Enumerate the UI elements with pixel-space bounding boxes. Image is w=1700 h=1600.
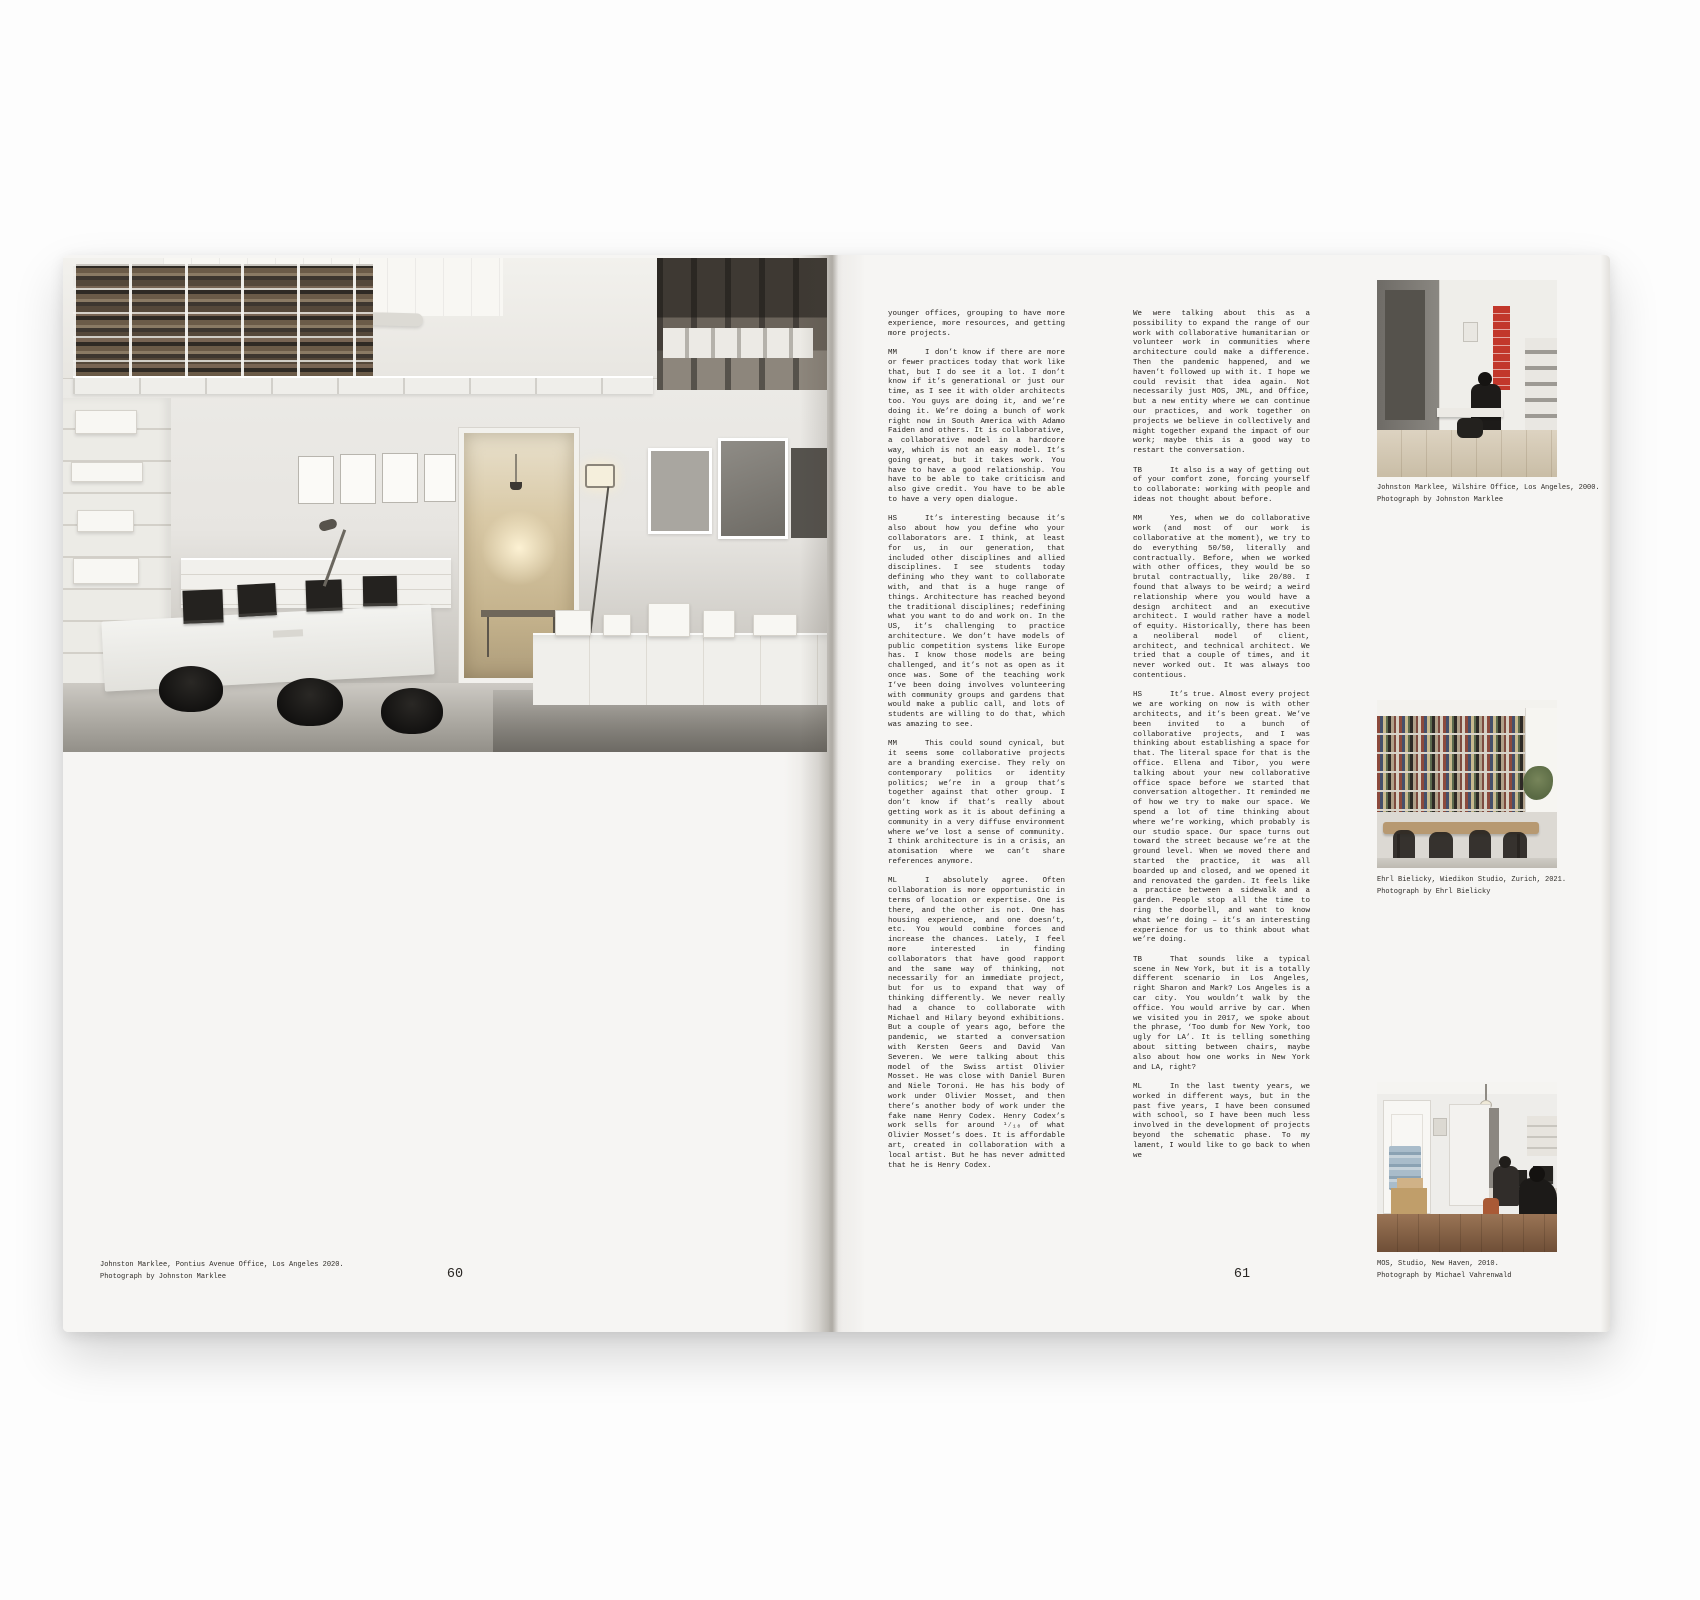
dialogue-text: younger offices, grouping to have more experience, more resources, and getting more projects. <box>888 310 1065 338</box>
framed-drawing <box>340 454 376 504</box>
dialogue-text: It also is a way of getting out of your comfort zone, forcing yourself to collaborate: working with people and ideas not thought about before. <box>1133 466 1310 504</box>
shelf-unit <box>1527 1116 1557 1156</box>
person-head <box>1478 372 1492 386</box>
office-chair <box>381 688 443 734</box>
white-door-frame <box>1449 1104 1491 1206</box>
small-framed-print <box>1433 1118 1447 1136</box>
caption-line: Photograph by Michael Vahrenwald <box>1377 1271 1512 1280</box>
dialogue-paragraph <box>888 310 1065 339</box>
wilshire-office-photo <box>1377 280 1557 477</box>
dialogue-paragraph <box>1133 1083 1310 1161</box>
person-head <box>1499 1156 1511 1168</box>
dialogue-paragraph <box>1133 310 1310 457</box>
page-61 <box>830 255 1610 1332</box>
book-spread <box>63 255 1610 1332</box>
caption-line: Johnston Marklee, Pontius Avenue Office, Los Angeles 2020. <box>100 1261 344 1269</box>
architecture-model <box>648 603 690 637</box>
dialogue-paragraph <box>1133 956 1310 1074</box>
architecture-model <box>603 614 631 636</box>
dialogue-text: That sounds like a typical scene in New York, but it is a totally different scenario in Los Angeles, right Sharon and Mark? Los Angeles is a car city. You wouldn’t walk by the office. You would arrive by car. When we visited you in 2017, we spoke about the phrase, ‘Too dumb for New York, too ugly for LA’. It is telling something about sitting between chairs, maybe also about how one works in New York and LA, right? <box>1133 955 1310 1072</box>
caption-line: Photograph by Johnston Marklee <box>1377 495 1504 504</box>
dialogue-paragraph <box>888 740 1065 867</box>
bookshelf-wall <box>1377 716 1525 812</box>
speaker-initials: ML <box>1133 1082 1143 1091</box>
table-leg <box>487 617 489 657</box>
mezzanine-floor <box>73 376 653 394</box>
cardboard-box <box>1391 1188 1427 1214</box>
gray-art-panel <box>718 438 788 539</box>
framed-drawing <box>382 453 418 503</box>
computer-monitor <box>182 589 223 623</box>
dialogue-text: This could sound cynical, but it seems some collaborative projects are a branding exercise. They rely on contemporary politics or identity politics; we’re in a group that’s together against that other group. I don’t know if that’s really about getting work as it is about defining a community in a very diffuse environment where we’ve lost a sense of community. I think architecture is in a crisis, an atomisation where we can’t share references anymore. <box>888 740 1065 867</box>
speaker-initials: TB <box>1133 466 1143 475</box>
ceiling-strip <box>1377 1082 1557 1094</box>
gray-art-panel <box>648 448 712 534</box>
speaker-initials: MM <box>888 348 898 357</box>
person-head <box>1529 1166 1545 1182</box>
pendant-lamp <box>515 454 517 482</box>
figure-2-caption <box>1377 875 1566 898</box>
floor <box>1377 858 1557 868</box>
text-column-2 <box>1133 310 1310 1171</box>
mezzanine-bookshelf <box>73 264 373 378</box>
left-photo-caption <box>100 1260 344 1283</box>
dialogue-text: I absolutely agree. Often collaboration is more opportunistic in terms of location or expertise. One is there, and the other is not. One has housing experience, and one doesn’t, etc. You would combine forces and increase the chances. Lately, I feel more interested in finding collaborators that have good rapport and the same way of thinking, not necessarily for an immediate project, but for us to expand that way of thinking differently. We never really had a chance to collaborate with Michael and Hilary beyond exhibitions. But a couple of years ago, before the pandemic, we started a conversation with Kersten Geers and David Van Severen. We were talking about this model of the Swiss artist Olivier Mosset. He was close with Daniel Buren and Niele Toroni. He has his body of work under Olivier Mosset, and then there’s another body of work under the fake name Henry Codex. Henry Codex’s work sells for around ¹⁄₁₀ of what Olivier Mosset’s does. It is affordable art, created in collaboration with a local artist. But he has never admitted that he is Henry Codex. <box>888 877 1065 1170</box>
dialogue-paragraph <box>1133 467 1310 506</box>
dark-door <box>1385 290 1425 420</box>
wood-floor <box>1377 1214 1557 1252</box>
architecture-model <box>77 510 134 532</box>
figure-3-caption <box>1377 1259 1511 1282</box>
computer-monitor <box>363 576 398 607</box>
dialogue-text: I don’t know if there are more or fewer practices today that work like that, but I do see it a lot. I don’t know if it’s generational or just our time, as I see it with older architects too. You guys are doing it, and we’re doing it. We’re doing a bunch of work right now in South America with Adamo Faiden and others. It is collaborative, a collaborative model in a hardcore way, which is not an easy model. It’s going great, but it takes work. You have to have a good relationship. You have to be able to take criticism and also give credit. You have to be able to have a very open dialogue. <box>888 348 1065 504</box>
dialogue-text: In the last twenty years, we worked in different ways, but in the past five years, I have been consumed with school, so I have been much less involved in the development of projects beyond the schematic phase. To my lament, I would like to go back to when we <box>1133 1082 1310 1160</box>
speaker-initials: HS <box>888 515 898 524</box>
small-framed-print <box>1463 322 1478 342</box>
speaker-initials: ML <box>888 877 898 886</box>
chair <box>1457 418 1483 438</box>
computer-monitor <box>237 583 277 617</box>
dark-art-panel <box>791 448 827 538</box>
architecture-model <box>75 410 137 434</box>
studio-light-head <box>585 464 615 488</box>
page-number-60: 60 <box>446 1267 464 1282</box>
red-poster <box>1493 306 1510 390</box>
architecture-model <box>71 462 143 482</box>
architecture-model <box>555 610 591 636</box>
speaker-initials: HS <box>1133 691 1143 700</box>
white-desk <box>1437 408 1503 417</box>
dialogue-text: It’s true. Almost every project we are working on now is with other architects, and it’s been great. We’ve been invited to a bunch of collaborative projects, and I was thinking about establishing a space for that. The literal space for that is the office. Ellena and Tibor, you were talking about your new collaborative office space before we started that conversation altogether. It reminded me of how we try to make our space. We spend a lot of time thinking about where we’re working, which probably is our studio space. Our space turns out toward the street because we’re at the ground level. When we moved there and started the practice, it was all boarded up and closed, and we opened it and renovated the garden. It feels like a practice between a sidewalk and a garden. People stop all the time to ring the doorbell, and want to know what we’re doing – it’s an interesting experience for us to think about what we’re doing. <box>1133 691 1310 945</box>
framed-drawing <box>424 454 456 502</box>
architecture-model <box>703 610 735 638</box>
white-storage-boxes <box>663 328 813 358</box>
page-60 <box>63 255 830 1332</box>
wiedikon-studio-photo <box>1377 700 1557 868</box>
architecture-model <box>753 614 797 636</box>
caption-line: Photograph by Ehrl Bielicky <box>1377 887 1491 896</box>
caption-line: Ehrl Bielicky, Wiedikon Studio, Zurich, 2021. <box>1377 876 1567 884</box>
text-column-1 <box>888 310 1065 1181</box>
low-cabinet-row <box>533 633 827 705</box>
office-chair <box>159 666 223 712</box>
framed-drawing <box>298 456 334 504</box>
dialogue-text: Yes, when we do collaborative work (and most of our work is collaborative at the moment), we try to do everything 50/50, literally and contractually. Before, when we worked with other offices, they would be so brutal contractually, like 20/80. I found that always to be weird; a weird relationship where you would have a design architect and an executive architect. I would rather have a model of equity. Historically, there has been a neoliberal model of client, architect, and technical architect. We tried that a couple of times, and it never worked out. It was always too contentious. <box>1133 515 1310 681</box>
studio-photograph-large <box>63 258 827 752</box>
caption-line: Johnston Marklee, Wilshire Office, Los Angeles, 2000. <box>1377 484 1600 492</box>
page-number-61: 61 <box>1233 1267 1251 1282</box>
dialogue-text: We were talking about this as a possibility to expand the range of our work with collaborative humanitarian or volunteer work in communities where architecture could make a difference. Then the pandemic happened, and we haven’t followed up with it. I hope we could revisit that idea again. Not necessarily just MOS, JML, and Office, but a new entity where we can continue our practices, and work together on projects we believe in collectively and might together expand the impact of our work; maybe this is a good way to restart the conversation. <box>1133 310 1310 456</box>
dialogue-paragraph <box>888 877 1065 1171</box>
desk-lamp-head <box>318 518 338 532</box>
mos-studio-photo <box>1377 1082 1557 1252</box>
warm-light-glow <box>481 510 557 586</box>
speaker-initials: TB <box>1133 955 1143 964</box>
speaker-initials: MM <box>888 740 898 749</box>
office-chair <box>277 678 343 726</box>
pendant-lamp-shade <box>510 482 522 490</box>
caption-line: Photograph by Johnston Marklee <box>100 1272 227 1281</box>
shelf-stack <box>1525 338 1557 432</box>
speaker-initials: MM <box>1133 515 1143 524</box>
architecture-model <box>73 558 139 584</box>
dialogue-paragraph <box>1133 691 1310 946</box>
caption-line: MOS, Studio, New Haven, 2010. <box>1377 1260 1499 1268</box>
figure-1-caption <box>1377 483 1600 506</box>
pendant-cord <box>1485 1084 1487 1100</box>
dialogue-paragraph <box>1133 515 1310 682</box>
upper-right-shelving <box>657 258 827 390</box>
dialogue-text: It’s interesting because it’s also about how you define who your collaborators are. I think, at least for us, in our generation, that included other disciplines and allied disciplines. I see students today defining who they want to collaborate with, and that is a huge range of things. Architecture has reached beyond the traditional disciplines; redefining what you want to do and work on. In the US, it’s challenging to practice architecture. We don’t have models of public competition systems like Europe has. I know those models are being challenged, and it’s not as open as it once was. Some of the teaching work I’ve been doing involves volunteering with community groups and gardens that would make a public call, and lots of students are willing to do that, which was amazing to see. <box>888 515 1065 730</box>
black-chair <box>1393 830 1415 860</box>
dialogue-paragraph <box>888 349 1065 506</box>
table-inside-doorway <box>481 610 561 617</box>
dialogue-paragraph <box>888 515 1065 731</box>
